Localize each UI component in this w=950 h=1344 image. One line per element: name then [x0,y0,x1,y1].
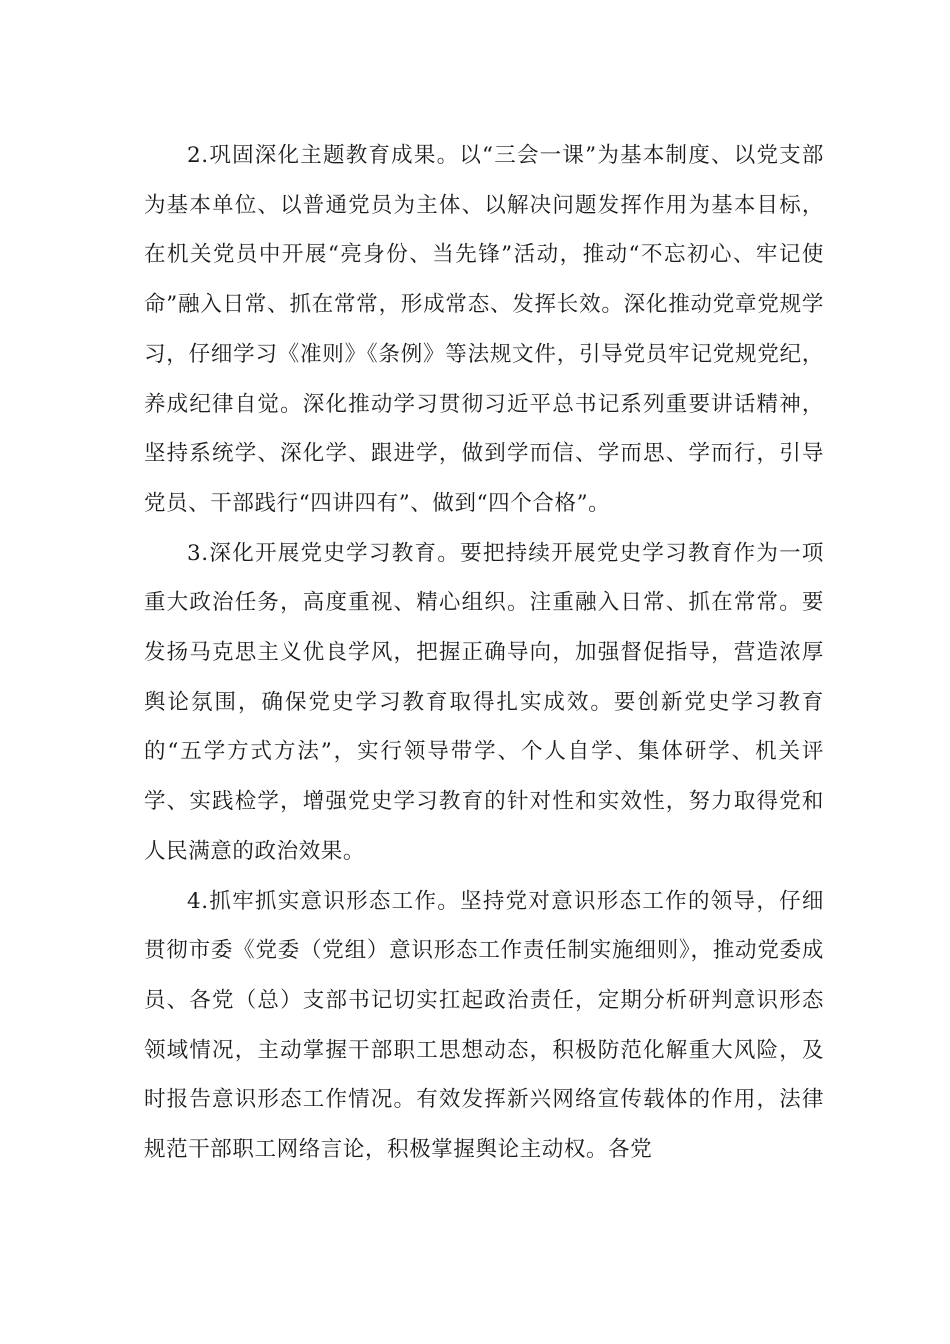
paragraph-2: 2.巩固深化主题教育成果。以“三会一课”为基本制度、以党支部为基本单位、以普通党员为主体、以解决问题发挥作用为基本目标，在机关党员中开展“亮身份、当先锋”活动，推动“不忘初心、牢记使命”融入日常、抓在常常，形成常态、发挥长效。深化推动党章党规学习，仔细学习《准则》《条例》等法规文件，引导党员牢记党规党纪，养成纪律自觉。深化推动学习贯彻习近平总书记系列重要讲话精神，坚持系统学、深化学、跟进学，做到学而信、学而思、学而行，引导党员、干部践行“四讲四有”、做到“四个合格”。 [144,143,824,516]
paragraph-3: 3.深化开展党史学习教育。要把持续开展党史学习教育作为一项重大政治任务，高度重视、精心组织。注重融入日常、抓在常常。要发扬马克思主义优良学风，把握正确导向，加强督促指导，营造浓厚舆论氛围，确保党史学习教育取得扎实成效。要创新党史学习教育的“五学方式方法”，实行领导带学、个人自学、集体研学、机关评学、实践检学，增强党史学习教育的针对性和实效性，努力取得党和人民满意的政治效果。 [144,540,824,864]
paragraph-4: 4.抓牢抓实意识形态工作。坚持党对意识形态工作的领导，仔细贯彻市委《党委（党组）意识形态工作责任制实施细则》，推动党委成员、各党（总）支部书记切实扛起政治责任，定期分析研判意识形态领域情况，主动掌握干部职工思想动态，积极防范化解重大风险，及时报告意识形态工作情况。有效发挥新兴网络宣传载体的作用，法律规范干部职工网络言论，积极掌握舆论主动权。各党 [144,888,824,1163]
document-body [144,131,824,1175]
